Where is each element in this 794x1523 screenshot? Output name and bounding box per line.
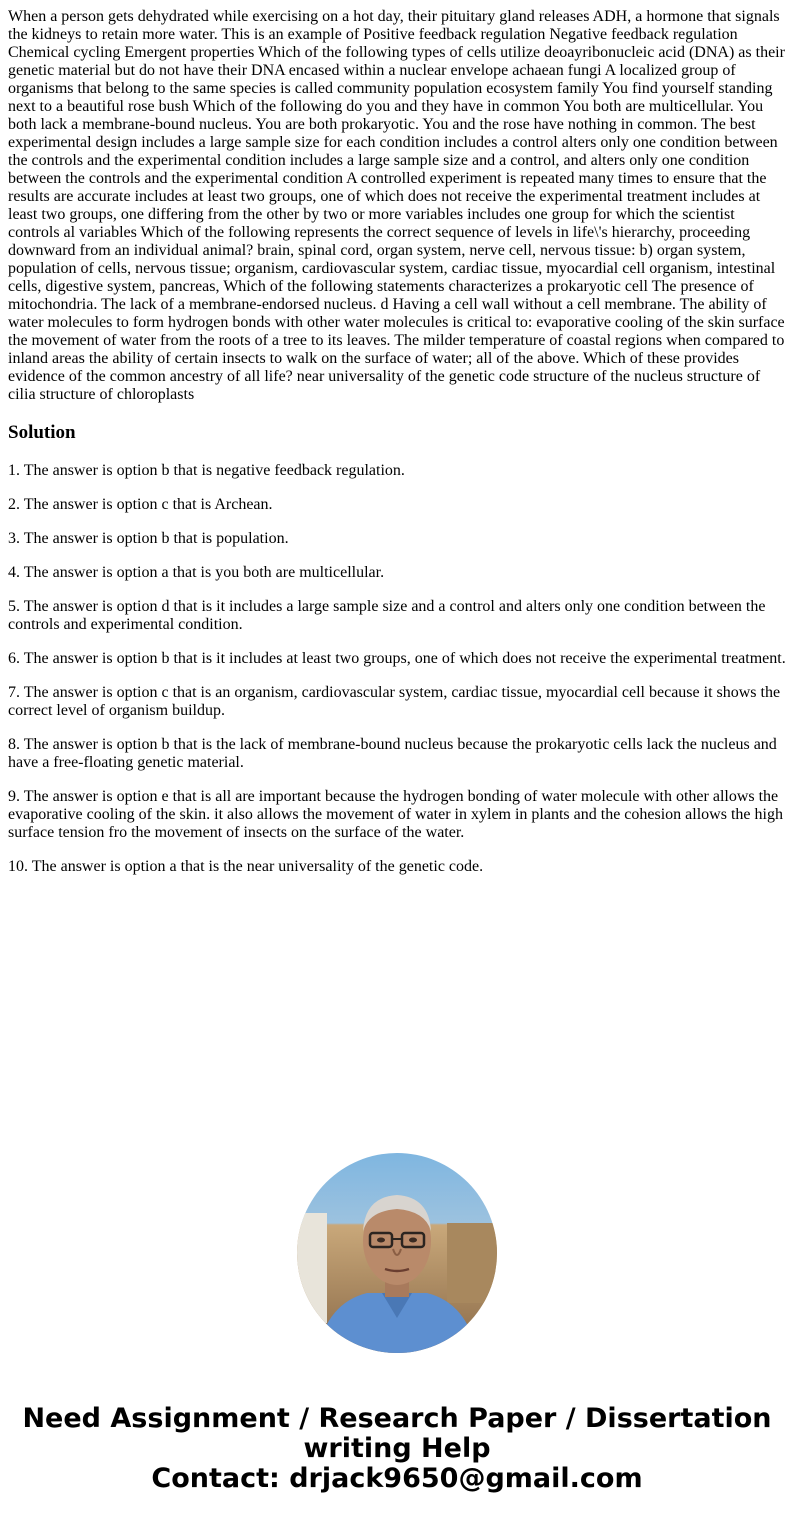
answer-item: 7. The answer is option c that is an organism, cardiovascular system, cardiac tissue, myocardial cell because it shows the correct level of organism buildup. xyxy=(8,684,781,719)
solution-heading: Solution xyxy=(8,422,76,443)
answer-item: 8. The answer is option b that is the lack of membrane-bound nucleus because the prokaryotic cells lack the nucleus and have a free-floating genetic material. xyxy=(8,736,777,771)
answer-item: 6. The answer is option b that is it includes at least two groups, one of which does not receive the experimental treatment. xyxy=(8,650,786,667)
banner-contact-email: Contact: drjack9650@gmail.com xyxy=(151,1463,643,1494)
question-text: When a person gets dehydrated while exercising on a hot day, their pituitary gland releases ADH, a hormone that signals the kidneys to retain more water. This is an example of Positive feedback regulation Negative feedback regulation Chemical cycling Emergent properties Which of the following types of cells utilize deoayribonucleic acid (DNA) as their genetic material but do not have their DNA encased within a nuclear envelope achaean fungi A localized group of organisms that belong to the same species is called community population ecosystem family You find yourself standing next to a beautiful rose bush Which of the following do you and they have in common You both are multicellular. You both lack a membrane-bound nucleus. You are both prokaryotic. You and the rose have nothing in common. The best experimental design includes a large sample size for each condition includes a control alters only one condition between the controls and the experimental condition includes a large sample size and a control, and alters only one condition between the controls and the experimental condition A controlled experiment is repeated many times to ensure that the results are accurate includes at least two groups, one of which does not receive the experimental treatment includes at least two groups, one differing from the other by two or more variables includes one group for which the scientist controls al variables Which of the following represents the correct sequence of levels in life\'s hierarchy, proceeding downward from an individual animal? brain, spinal cord, organ system, nerve cell, nervous tissue: b) organ system, population of cells, nervous tissue; organism, cardiovascular system, cardiac tissue, myocardial cell organism, intestinal cells, digestive system, pancreas, Which of the following statements characterizes a prokaryotic cell The presence of mitochondria. The lack of a membrane-endorsed nucleus. d Having a cell wall without a cell membrane. The ability of water molecules to form hydrogen bonds with other water molecules is critical to: evaporative cooling of the skin surface the movement of water from the roots of a tree to its leaves. The milder temperature of coastal regions when compared to inland areas the ability of certain insects to walk on the surface of water; all of the above. Which of these provides evidence of the common ancestry of all life? near universality of the genetic code structure of the nucleus structure of cilia structure of chloroplasts xyxy=(8,8,785,403)
contact-banner xyxy=(0,1404,794,1494)
answer-list xyxy=(8,462,786,876)
banner-line-1: Need Assignment / Research Paper / Dissertation xyxy=(22,1403,772,1434)
answer-item: 2. The answer is option c that is Archean. xyxy=(8,496,273,513)
author-avatar xyxy=(297,1153,497,1353)
banner-line-2: writing Help xyxy=(303,1433,491,1464)
answer-item: 3. The answer is option b that is population. xyxy=(8,530,289,547)
answer-item: 1. The answer is option b that is negative feedback regulation. xyxy=(8,462,405,479)
answer-item: 4. The answer is option a that is you both are multicellular. xyxy=(8,564,385,581)
answer-item: 10. The answer is option a that is the near universality of the genetic code. xyxy=(8,858,484,875)
answer-item: 9. The answer is option e that is all are important because the hydrogen bonding of water molecule with other allows the evaporative cooling of the skin. it also allows the movement of water in xylem in plants and the cohesion allows the high surface tension fro the movement of insects on the surface of the water. xyxy=(8,788,783,841)
page-content xyxy=(8,8,786,876)
author-photo-icon xyxy=(297,1153,497,1353)
answer-item: 5. The answer is option d that is it includes a large sample size and a control and alters only one condition between the controls and experimental condition. xyxy=(8,598,766,633)
